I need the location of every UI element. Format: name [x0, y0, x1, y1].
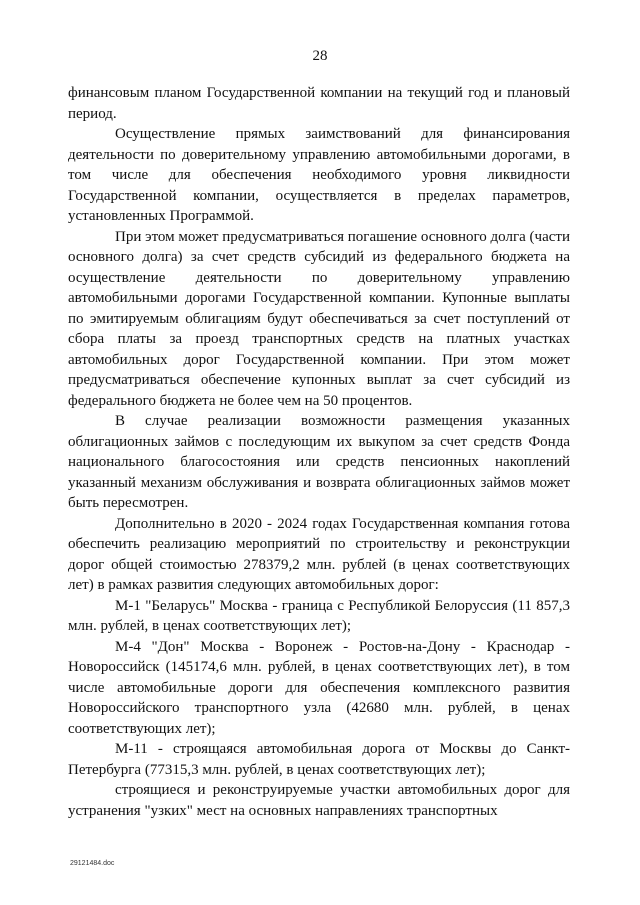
- paragraph-additional-projects: Дополнительно в 2020 - 2024 годах Государственная компания готова обеспечить реализацию мероприятий по строительству и реконструкции дорог общей стоимостью 278379,2 млн. рублей (в ценах соответствующих лет) в рамках развития следующих автомобильных дорог:: [68, 515, 570, 593]
- paragraph-borrowings: Осуществление прямых заимствований для финансирования деятельности по доверительному управлению автомобильными дорогами, в том числе для обеспечения необходимого уровня ликвидности Государственной компании, осуществляется в пределах параметров, установленных Программой.: [68, 126, 570, 224]
- list-item-m4: М-4 "Дон" Москва - Воронеж - Ростов-на-Дону - Краснодар - Новороссийск (145174,6 млн. рублей, в ценах соответствующих лет), в том числе автомобильные дороги для обеспечения комплексного развития Новороссийского транспортного узла (42680 млн. рублей, в ценах соответствующих лет);: [68, 638, 570, 737]
- list-item-bottlenecks: строящиеся и реконструируемые участки автомобильных дорог для устранения "узких" мест на основных направлениях транспортных: [68, 782, 570, 819]
- page-number: 28: [312, 48, 328, 64]
- list-item-m11: М-11 - строящаяся автомобильная дорога от Москвы до Санкт-Петербурга (77315,3 млн. рублей, в ценах соответствующих лет);: [68, 741, 570, 778]
- paragraph-continuation: финансовым планом Государственной компании на текущий год и плановый период.: [68, 85, 570, 122]
- document-body: [68, 83, 570, 821]
- paragraph-bond-buyback: В случае реализации возможности размещения указанных облигационных займов с последующим их выкупом за счет средств Фонда национального благосостояния или средств пенсионных накоплений указанный механизм обслуживания и возврата облигационных займов может быть пересмотрен.: [68, 413, 570, 511]
- paragraph-debt-repayment: При этом может предусматриваться погашение основного долга (части основного долга) за счет средств субсидий из федерального бюджета на осуществление деятельности по доверительному управлению автомобильными дорогами Государственной компании. Купонные выплаты по эмитируемым облигациям будут обеспечиваться за счет поступлений от сбора платы за проезд транспортных средств на платных участках автомобильных дорог Государственной компании. При этом может предусматриваться обеспечение купонных выплат за счет субсидий из федерального бюджета не более чем на 50 процентов.: [68, 228, 570, 409]
- list-item-m1: М-1 "Беларусь" Москва - граница с Республикой Белоруссия (11 857,3 млн. рублей, в ценах соответствующих лет);: [68, 597, 570, 634]
- footer-file-name: 29121484.doc: [70, 860, 115, 867]
